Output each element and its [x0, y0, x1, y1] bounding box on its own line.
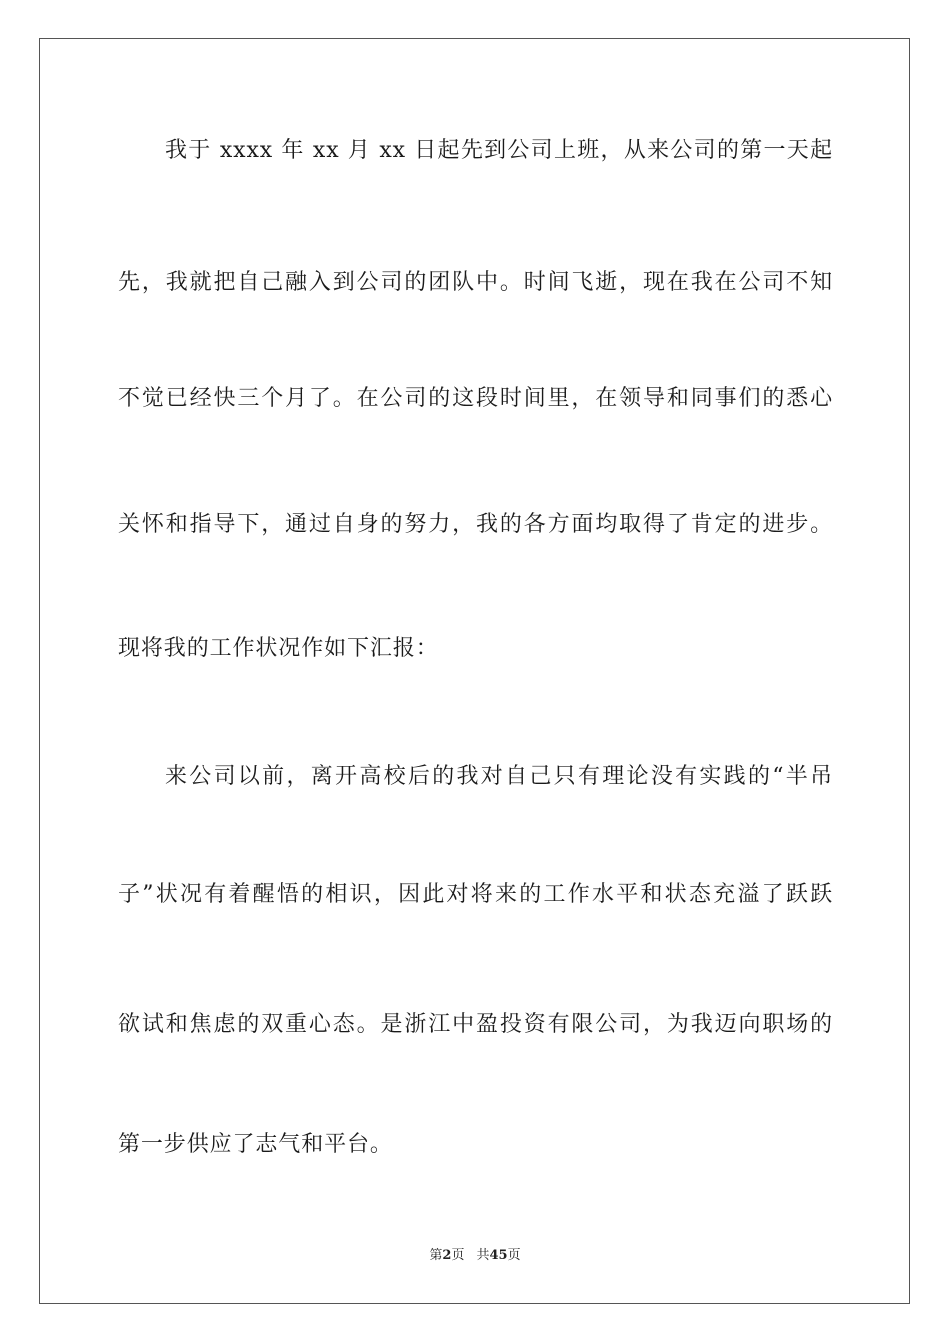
paragraph-1-line-1: 我于 xxxx 年 xx 月 xx 日起先到公司上班，从来公司的第一天起 — [165, 138, 833, 163]
page-border — [39, 38, 910, 1304]
page-prefix: 第 — [429, 1248, 443, 1263]
total-pages: 45 — [489, 1248, 508, 1263]
paragraph-1-line-4: 关怀和指导下，通过自身的努力，我的各方面均取得了肯定的进步。 — [118, 512, 833, 537]
page-number: 2 — [442, 1248, 452, 1263]
paragraph-1-line-5: 现将我的工作状况作如下汇报： — [118, 636, 439, 661]
paragraph-2-line-4: 第一步供应了志气和平台。 — [118, 1132, 393, 1157]
paragraph-2-line-2: 子”状况有着醒悟的相识，因此对将来的工作水平和状态充溢了跃跃 — [118, 882, 833, 907]
paragraph-2-line-3: 欲试和焦虑的双重心态。是浙江中盈投资有限公司，为我迈向职场的 — [118, 1012, 833, 1037]
total-suffix: 页 — [507, 1248, 521, 1263]
total-prefix: 共 — [476, 1248, 490, 1263]
paragraph-2-line-1: 来公司以前，离开高校后的我对自己只有理论没有实践的“半吊 — [165, 764, 833, 789]
page-suffix: 页 — [451, 1248, 465, 1263]
paragraph-1-line-2: 先，我就把自己融入到公司的团队中。时间飞逝，现在我在公司不知 — [118, 270, 833, 295]
paragraph-1-line-3: 不觉已经快三个月了。在公司的这段时间里，在领导和同事们的悉心 — [118, 386, 833, 411]
page-footer — [0, 1247, 950, 1265]
